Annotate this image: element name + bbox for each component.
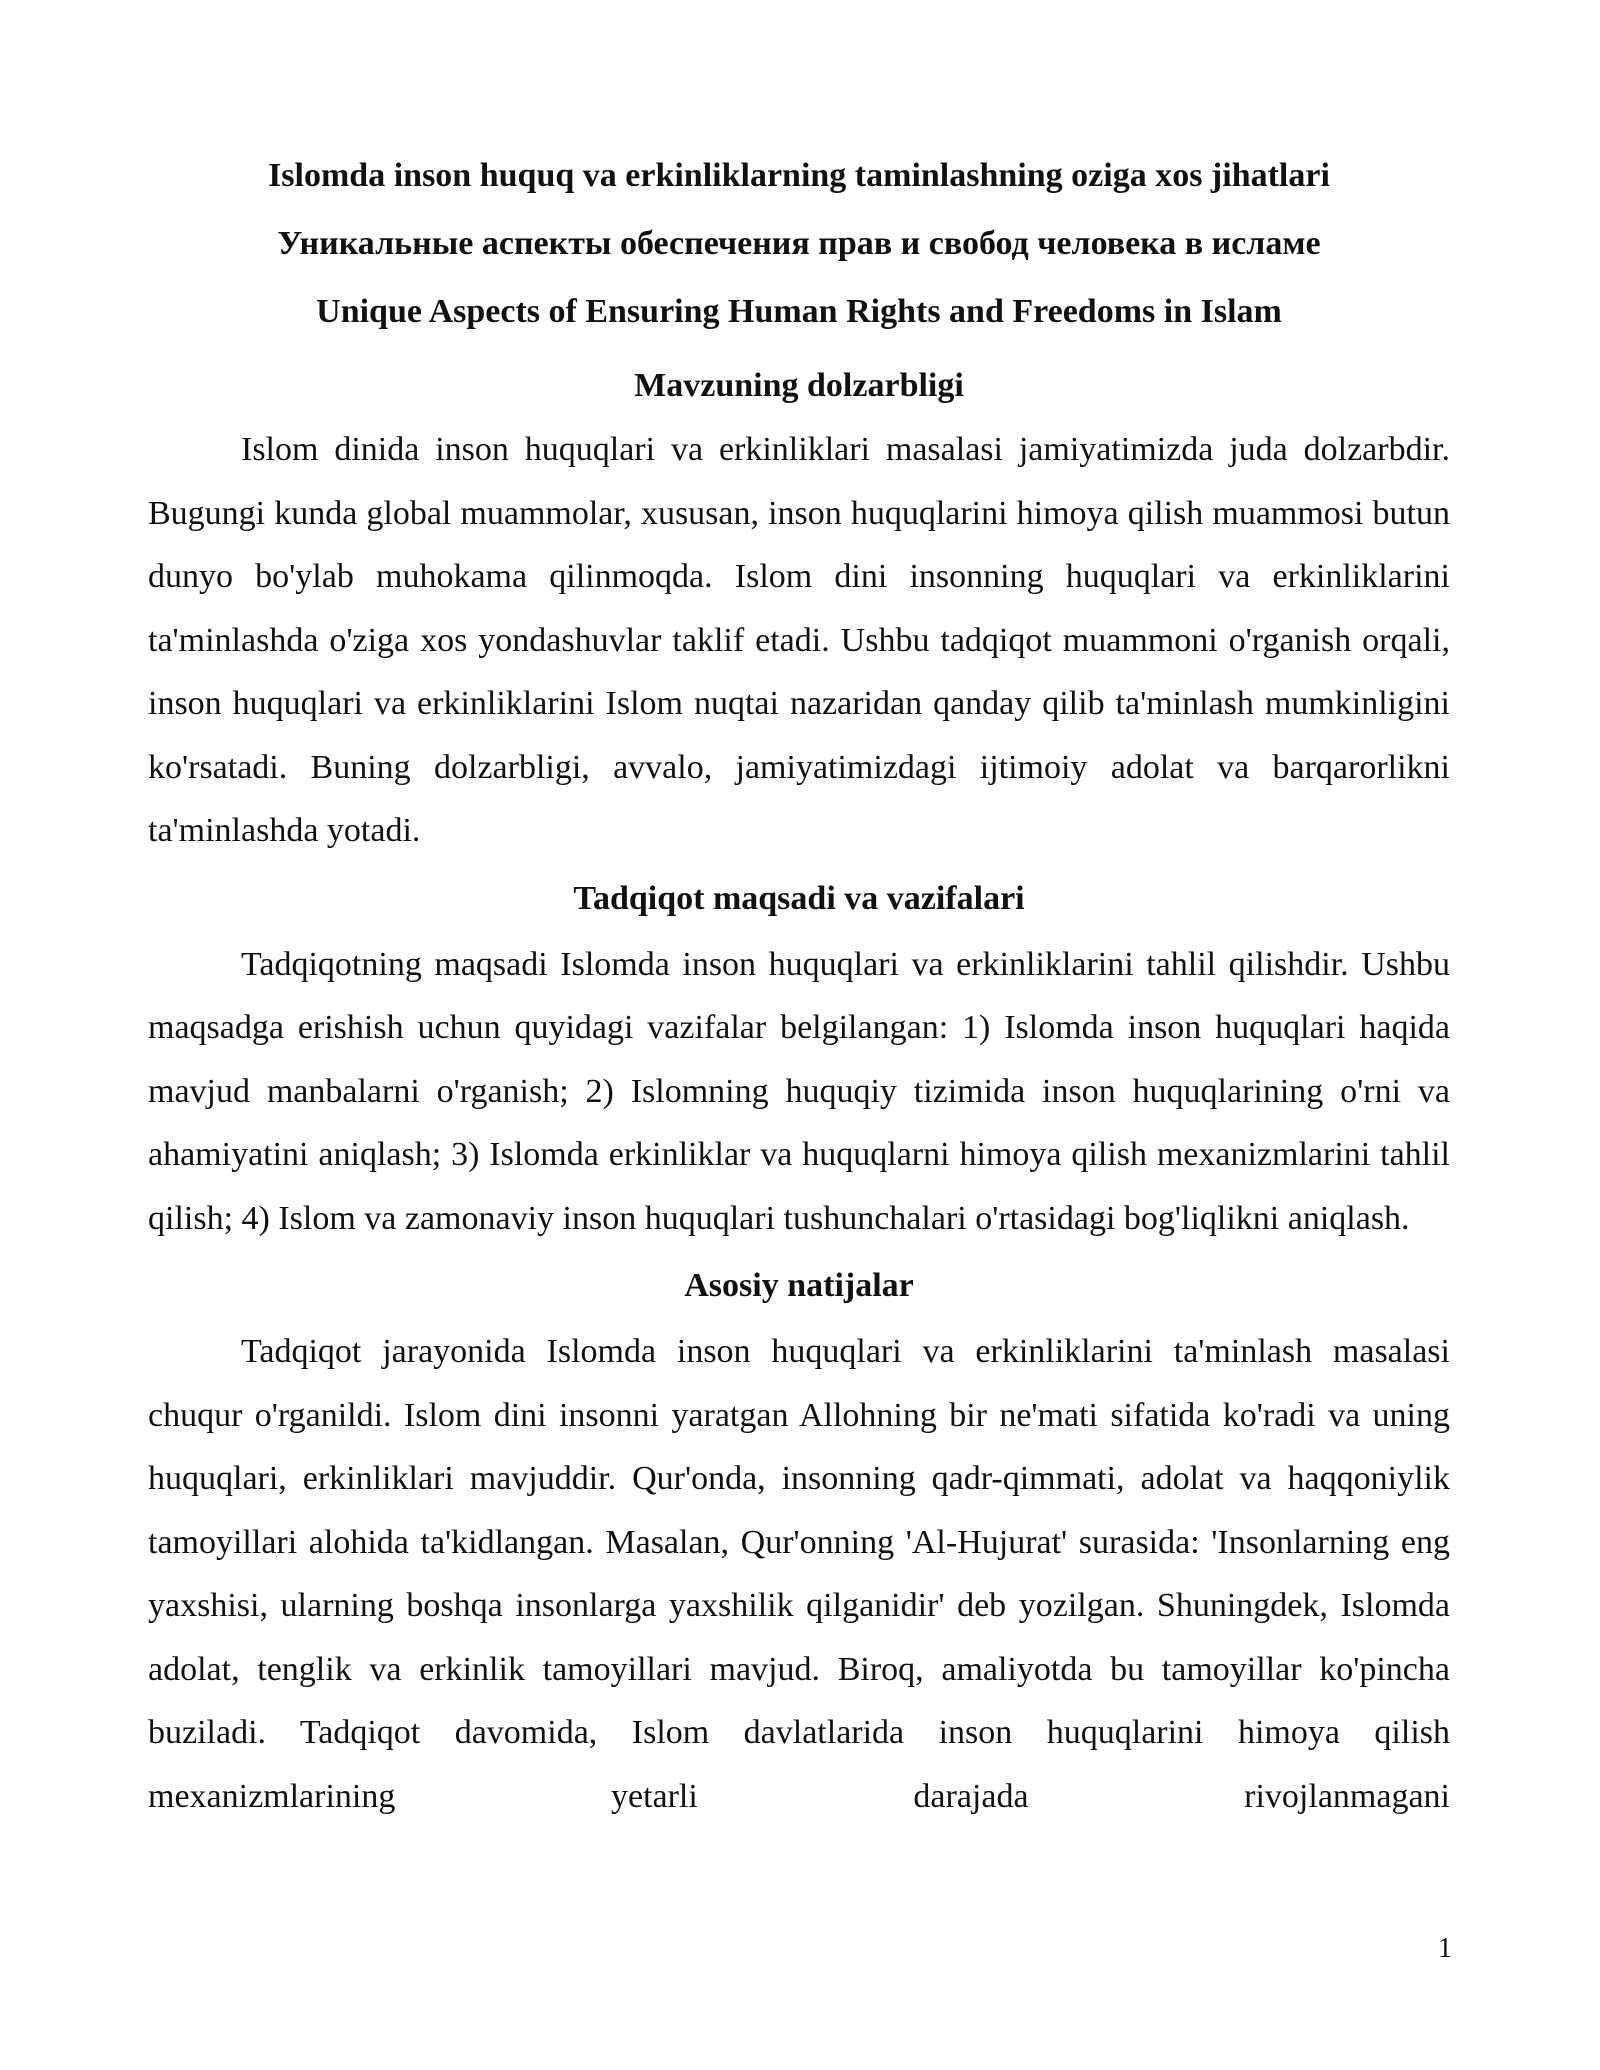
section-paragraph: Islom dinida inson huquqlari va erkinliklari masalasi jamiyatimizda juda dolzarbdir. Bugungi kunda global muammolar, xususan, inson huquqlarini himoya qilish muammosi butun dunyo bo'ylab muhokama qilinmoqda. Islom dini insonning huquqlari va erkinliklarini ta'minlashda o'ziga xos yondashuvlar taklif etadi. Ushbu tadqiqot muammoni o'rganish orqali, inson huquqlari va erkinliklarini Islom nuqtai nazaridan qanday qilib ta'minlash mumkinligini ko'rsatadi. Buning dolzarbligi, avvalo, jamiyatimizdagi ijtimoiy adolat va barqarorlikni ta'minlashda yotadi. [148, 431, 1450, 849]
page-number: 1 [1438, 1933, 1452, 1964]
section-heading: Mavzuning dolzarbligi [634, 367, 964, 404]
section-heading: Tadqiqot maqsadi va vazifalari [573, 879, 1025, 917]
section-paragraph: Tadqiqotning maqsadi Islomda inson huquqlari va erkinliklarini tahlil qilishdir. Ushbu maqsadga erishish uchun quyidagi vazifalar belgilangan: 1) Islomda inson huquqlari haqida mavjud manbalarni o'rganish; 2) Islomning huquqiy tizimida inson huquqlarining o'rni va ahamiyatini aniqlash; 3) Islomda erkinliklar va huquqlarni himoya qilish mexanizmlarini tahlil qilish; 4) Islom va zamonaviy inson huquqlari tushunchalari o'rtasidagi bog'liqlikni aniqlash. [148, 945, 1450, 1237]
section-relevance [148, 366, 1450, 863]
title-uzbek: Islomda inson huquq va erkinliklarning taminlashning oziga xos jihatlari [268, 157, 1330, 194]
section-paragraph: Tadqiqot jarayonida Islomda inson huquqlari va erkinliklarini ta'minlash masalasi chuqur o'rganildi. Islom dini insonni yaratgan Allohning bir ne'mati sifatida ko'radi va uning huquqlari, erkinliklari mavjuddir. Qur'onda, insonning qadr-qimmati, adolat va haqqoniylik tamoyillari alohida ta'kidlangan. Masalan, Qur'onning 'Al-Hujurat' surasida: 'Insonlarning eng yaxshisi, ularning boshqa insonlarga yaxshilik qilganidir' deb yozilgan. Shuningdek, Islomda adolat, tenglik va erkinlik tamoyillari mavjud. Biroq, amaliyotda bu tamoyillar ko'pincha buziladi. Tadqiqot davomida, Islom davlatlarida inson huquqlarini himoya qilish mexanizmlarining yetarli darajada rivojlanmagani [148, 1333, 1450, 1815]
document-page [148, 142, 1450, 1828]
title-english: Unique Aspects of Ensuring Human Rights and Freedoms in Islam [316, 293, 1282, 330]
section-results [148, 1266, 1450, 1828]
title-russian: Уникальные аспекты обеспечения прав и свобод человека в исламе [277, 225, 1321, 262]
section-heading: Asosiy natijalar [684, 1267, 914, 1304]
section-goals [148, 879, 1450, 1251]
